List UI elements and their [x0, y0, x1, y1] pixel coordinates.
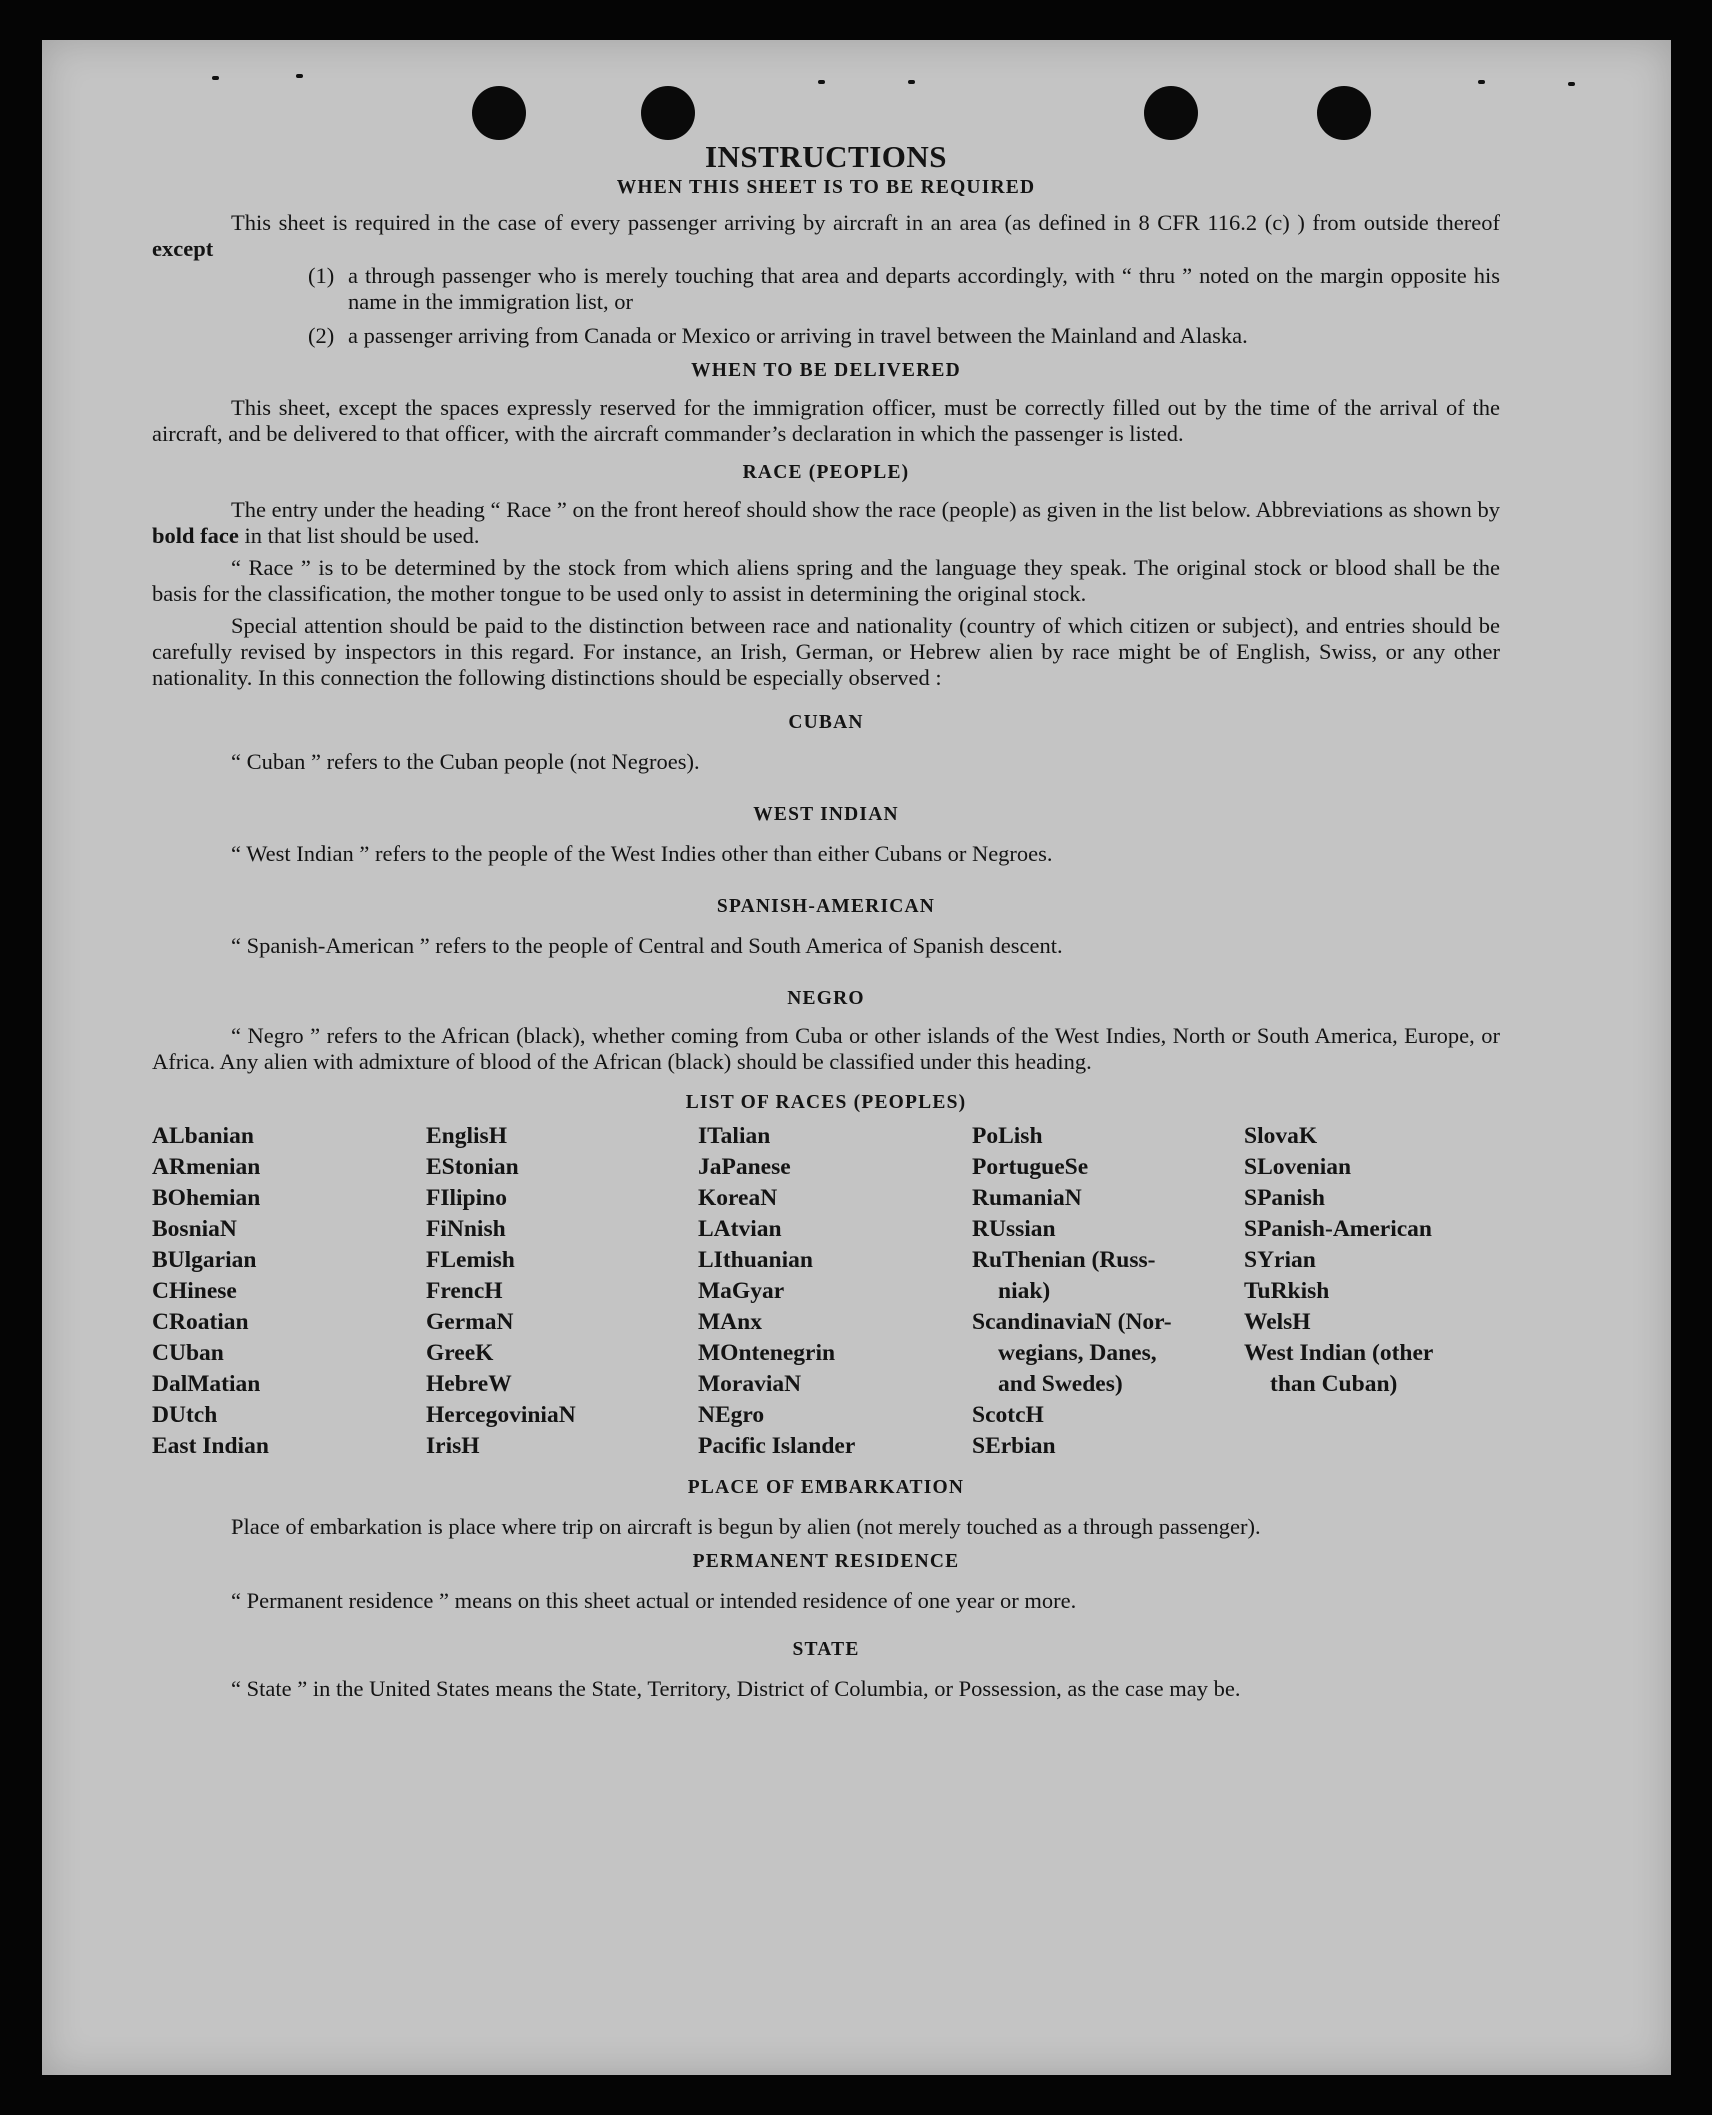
race-entry: SLovenian	[1244, 1154, 1352, 1180]
race-entry: than Cuban)	[1270, 1371, 1398, 1397]
race-entry: DalMatian	[152, 1371, 261, 1397]
race-entry: NEgro	[698, 1402, 765, 1428]
page-title: INSTRUCTIONS	[704, 139, 947, 174]
race-entry: ITalian	[698, 1123, 771, 1149]
exception-text: a passenger arriving from Canada or Mexico or arriving in travel between the Mainland and Alaska.	[348, 323, 1248, 348]
race-entry: SPanish	[1244, 1185, 1325, 1211]
race-entry: BosniaN	[152, 1216, 237, 1242]
race-column	[426, 1121, 698, 1462]
race-entry: Pacific Islander	[698, 1433, 856, 1459]
delivered-text: This sheet, except the spaces expressly reserved for the immigration officer, must be correctly filled out by the time of the arrival of the aircraft, and be delivered to that officer, with the aircraft commander’s declaration in which the passenger is listed.	[152, 395, 1500, 446]
race-entry: ARmenian	[152, 1154, 261, 1180]
race-entry: ScotcH	[972, 1402, 1044, 1428]
race-entry: JaPanese	[698, 1154, 791, 1180]
exception-item-1	[308, 263, 1500, 315]
race-entry: BUlgarian	[152, 1247, 257, 1273]
section-heading-race: RACE (PEOPLE)	[742, 462, 910, 483]
race-entry: DUtch	[152, 1402, 218, 1428]
race-entry: CHinese	[152, 1278, 237, 1304]
ink-speck	[818, 80, 825, 84]
race-entry: EStonian	[426, 1154, 519, 1180]
race-list	[152, 1121, 1500, 1462]
race-column	[152, 1121, 426, 1462]
race-entry: TuRkish	[1244, 1278, 1330, 1304]
race-entry: WelsH	[1244, 1309, 1311, 1335]
state-text: “ State ” in the United States means the State, Territory, District of Columbia, or Possession, as the case may be.	[231, 1676, 1241, 1701]
race-paragraph-3: Special attention should be paid to the distinction between race and nationality (country of which citizen or subject), and entries should be carefully revised by inspectors in this regard. For instance, an Irish, German, or Hebrew alien by race might be of English, Swiss, or any other nationality. In this connection the following distinctions should be especially observed :	[152, 613, 1500, 690]
race-entry: RuThenian (Russ-	[972, 1247, 1156, 1273]
race-entry: and Swedes)	[998, 1371, 1123, 1397]
section-heading-embarkation: PLACE OF EMBARKATION	[687, 1477, 965, 1498]
punch-hole	[641, 86, 695, 140]
ink-speck	[1478, 80, 1485, 84]
race-paragraph-1: The entry under the heading “ Race ” on the front hereof should show the race (people) as given in the list below. Abbreviations as shown by bold face in that list should be used.	[152, 497, 1500, 548]
ink-speck	[908, 80, 915, 84]
race-entry: EnglisH	[426, 1123, 507, 1149]
embarkation-text: Place of embarkation is place where trip on aircraft is begun by alien (not merely touched as a through passenger).	[231, 1514, 1261, 1539]
race-entry: FrencH	[426, 1278, 503, 1304]
race-entry: niak)	[998, 1278, 1051, 1304]
race-entry: IrisH	[426, 1433, 480, 1459]
race-entry: West Indian (other	[1244, 1340, 1434, 1366]
section-heading-required: WHEN THIS SHEET IS TO BE REQUIRED	[616, 177, 1036, 198]
section-heading-state: STATE	[792, 1639, 860, 1660]
punch-hole	[1144, 86, 1198, 140]
race-column	[1244, 1121, 1500, 1462]
race-column	[972, 1121, 1244, 1462]
race-entry: MoraviaN	[698, 1371, 802, 1397]
race-entry: MAnx	[698, 1309, 762, 1335]
section-heading-negro: NEGRO	[787, 988, 865, 1009]
race-entry: PoLish	[972, 1123, 1043, 1149]
race-entry: FLemish	[426, 1247, 515, 1273]
race-entry: SErbian	[972, 1433, 1056, 1459]
required-intro: This sheet is required in the case of every passenger arriving by aircraft in an area (as defined in 8 CFR 116.2 (c) ) from outside thereof except	[152, 210, 1500, 261]
race-entry: GreeK	[426, 1340, 494, 1366]
race-entry: CRoatian	[152, 1309, 249, 1335]
section-heading-spanish-american: SPANISH-AMERICAN	[716, 896, 936, 917]
race-entry: SlovaK	[1244, 1123, 1318, 1149]
race-entry: FIlipino	[426, 1185, 507, 1211]
spanish-american-text: “ Spanish-American ” refers to the people of Central and South America of Spanish descent.	[231, 933, 1063, 958]
race-entry: wegians, Danes,	[998, 1340, 1157, 1366]
ink-speck	[1568, 82, 1575, 86]
race-entry: CUban	[152, 1340, 224, 1366]
ink-speck	[212, 76, 219, 80]
race-entry: KoreaN	[698, 1185, 778, 1211]
instructions-content	[152, 138, 1500, 1702]
race-entry: PortugueSe	[972, 1154, 1089, 1180]
race-entry: ScandinaviaN (Nor-	[972, 1309, 1172, 1335]
section-heading-cuban: CUBAN	[788, 712, 864, 733]
race-column	[698, 1121, 972, 1462]
west-indian-text: “ West Indian ” refers to the people of the West Indies other than either Cubans or Negroes.	[231, 841, 1053, 866]
race-entry: HercegoviniaN	[426, 1402, 576, 1428]
race-entry: LIthuanian	[698, 1247, 813, 1273]
race-entry: MOntenegrin	[698, 1340, 836, 1366]
section-heading-west-indian: WEST INDIAN	[753, 804, 899, 825]
race-entry: SYrian	[1244, 1247, 1316, 1273]
punch-hole	[1317, 86, 1371, 140]
cuban-text: “ Cuban ” refers to the Cuban people (not Negroes).	[231, 749, 700, 774]
race-entry: MaGyar	[698, 1278, 785, 1304]
section-heading-residence: PERMANENT RESIDENCE	[692, 1551, 960, 1572]
race-entry: BOhemian	[152, 1185, 261, 1211]
exception-number: (2)	[308, 323, 335, 348]
residence-text: “ Permanent residence ” means on this sheet actual or intended residence of one year or more.	[231, 1588, 1077, 1613]
negro-text: “ Negro ” refers to the African (black), whether coming from Cuba or other islands of the West Indies, North or South America, Europe, or Africa. Any alien with admixture of blood of the African (black) should be classified under this heading.	[152, 1023, 1500, 1074]
race-paragraph-2: “ Race ” is to be determined by the stock from which aliens spring and the language they speak. The original stock or blood shall be the basis for the classification, the mother tongue to be used only to assist in determining the original stock.	[152, 555, 1500, 606]
race-entry: LAtvian	[698, 1216, 782, 1242]
race-entry: SPanish-American	[1244, 1216, 1432, 1242]
race-entry: FiNnish	[426, 1216, 506, 1242]
race-entry: East Indian	[152, 1433, 269, 1459]
ink-speck	[296, 74, 303, 78]
race-entry: HebreW	[426, 1371, 512, 1397]
punch-hole	[472, 86, 526, 140]
section-heading-delivered: WHEN TO BE DELIVERED	[691, 360, 961, 381]
exception-item-2	[308, 323, 1500, 349]
race-entry: ALbanian	[152, 1123, 254, 1149]
exception-text: a through passenger who is merely touching that area and departs accordingly, with “ thru ” noted on the margin opposite his name in the immigration list, or	[348, 263, 1500, 314]
race-entry: RumaniaN	[972, 1185, 1082, 1211]
race-entry: GermaN	[426, 1309, 514, 1335]
race-entry: RUssian	[972, 1216, 1056, 1242]
section-heading-race-list: LIST OF RACES (PEOPLES)	[685, 1092, 967, 1113]
exception-number: (1)	[308, 263, 335, 288]
